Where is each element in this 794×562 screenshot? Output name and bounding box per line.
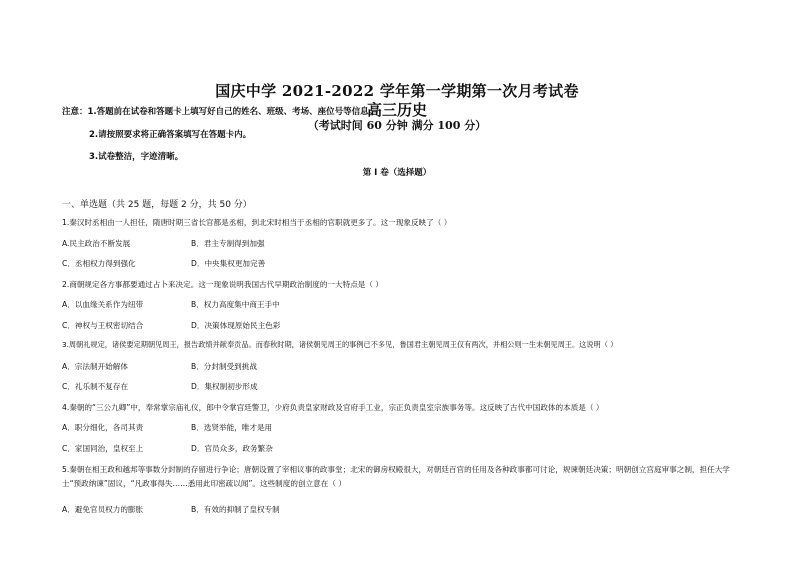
question-2-option-d: D．决策体现原始民主色彩 — [191, 321, 281, 330]
question-1-option-d: D．中央集权更加完善 — [191, 259, 266, 268]
question-1-option-b: B．君主专制得到加强 — [191, 239, 265, 248]
question-3-stem: 3.周朝礼规定，诸侯要定期朝见周王，报告政绩并献奉贡品。而春秋时期，诸侯朝见周王的事例已不多见，鲁国君主朝见周王仅有两次，并相公则一生未朝见周王。这说明（ ） — [62, 340, 618, 349]
question-2-stem: 2.商朝规定各方事都要通过占卜来决定。这一现象说明我国古代早期政治制度的一大特点是（ ） — [62, 280, 383, 289]
question-3-option-d: D．集权制初步形成 — [191, 382, 258, 391]
exam-info: （考试时间 60 分钟 满分 100 分） — [307, 119, 487, 132]
exam-title: 国庆中学 2021-2022 学年第一学期第一次月考试卷 — [215, 82, 579, 100]
question-1-option-a: A.民主政治不断发展 — [62, 239, 131, 248]
question-5-option-a: A．避免官员权力的膨胀 — [62, 505, 144, 514]
question-3-option-c: C．礼乐制不复存在 — [62, 382, 129, 391]
question-3-option-a: A．宗法制开始解体 — [62, 362, 128, 371]
question-4-option-b: B．选贤举能，唯才是用 — [191, 423, 273, 432]
question-4-option-c: C．家国同治，皇权至上 — [62, 444, 144, 453]
volume-title: 第 I 卷（选择题） — [362, 168, 432, 178]
note-3: 3.试卷整洁，字迹清晰。 — [89, 152, 184, 162]
question-1-option-c: C．丞相权力得到强化 — [62, 259, 136, 268]
exam-subject: 高三历史 — [366, 101, 427, 119]
question-4-option-a: A．职分细化，各司其责 — [62, 423, 144, 432]
question-5-stem: 5.秦朝在相王政和越邦等事数分封制的存留进行争论；唐朝设置了宰相议事的政事堂；北宋的御房权殿很大，对朝廷百官的任用及各种政事都可讨论，规谏朝廷决策；明朝创立宫庭审事之制，担任大学士“预政纳谏”固议，“凡政事得失……悉用此印密疏以闻”。这些制度的创立意在（ ） — [62, 465, 730, 488]
note-1: 注意：1.答题前在试卷和答题卡上填写好自己的姓名、班级、考场、座位号等信息。 — [62, 107, 378, 117]
question-2-option-a: A．以血缘关系作为纽带 — [62, 300, 144, 309]
question-2-option-c: C．神权与王权密切结合 — [62, 321, 144, 330]
section-title: 一、单选题（共 25 题，每题 2 分，共 50 分） — [62, 200, 252, 210]
question-2-option-b: B．权力高度集中商王手中 — [191, 300, 280, 309]
question-5-option-b: B．有效的抑制了皇权专制 — [191, 505, 280, 514]
note-2: 2.请按照要求将正确答案填写在答题卡内。 — [89, 130, 252, 140]
question-1-stem: 1.秦汉时丞相由一人担任，隋唐时期三省长官都是丞相，到北宋时相当于丞相的官职就更多了。这一现象反映了（ ） — [62, 218, 452, 227]
question-4-option-d: D．官员众多，政务繁杂 — [191, 444, 273, 453]
question-3-option-b: B．分封制受到挑战 — [191, 362, 257, 371]
question-4-stem: 4.秦朝的“三公九卿”中，奉常掌宗庙礼仪，郎中令掌宫廷警卫，少府负责皇家财政及官府手工业，宗正负责皇室宗族事务等。这反映了古代中国政体的本质是（ ） — [62, 403, 604, 412]
